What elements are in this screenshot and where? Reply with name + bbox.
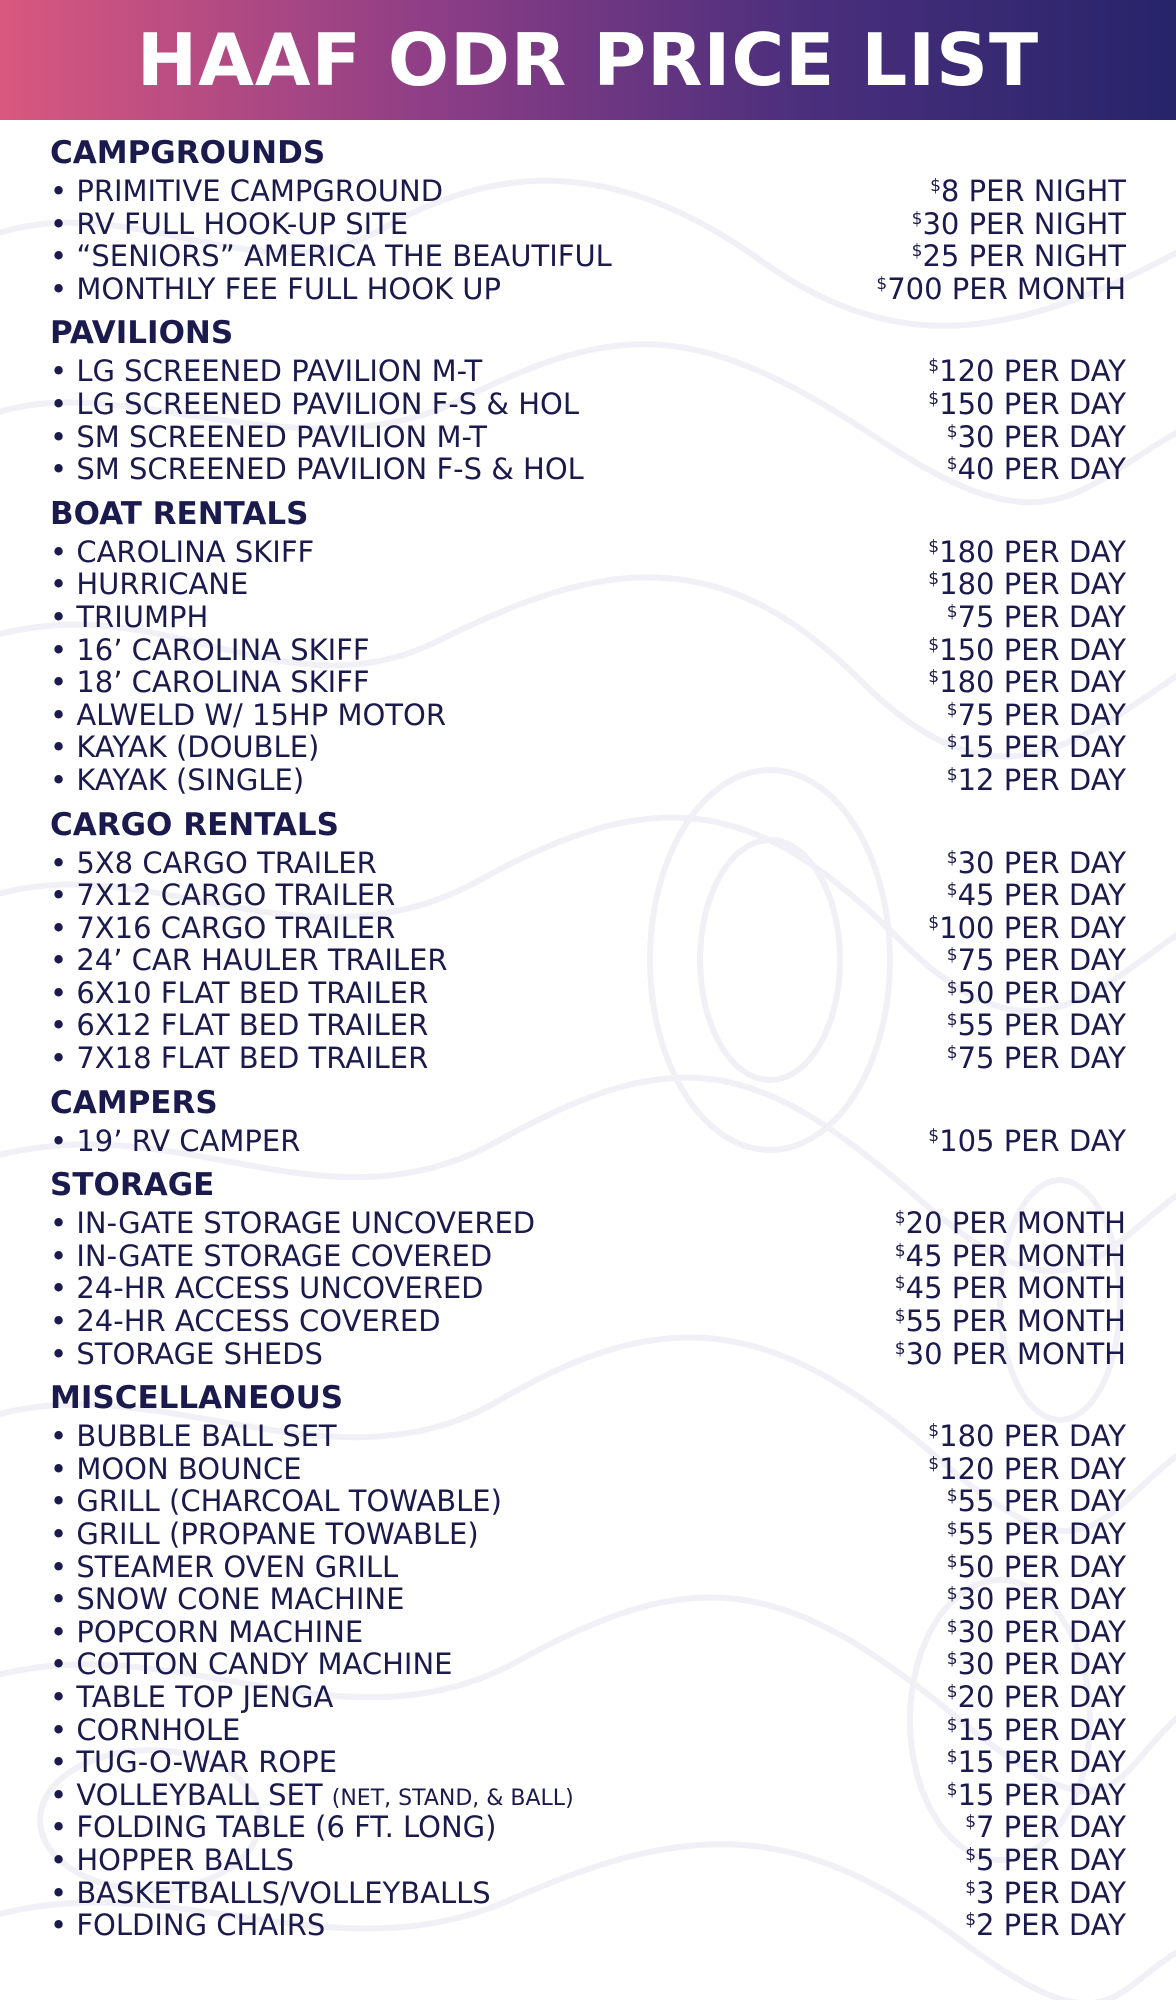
item-note: (NET, STAND, & BALL) bbox=[331, 1785, 574, 1811]
price-row bbox=[50, 842, 1126, 880]
price-amount: 180 PER DAY bbox=[939, 567, 1126, 602]
section-cargo-rentals bbox=[50, 806, 1126, 1076]
item-name-text: IN-GATE STORAGE COVERED bbox=[76, 1238, 493, 1273]
item-name bbox=[50, 1714, 240, 1747]
price-row bbox=[50, 170, 1126, 208]
item-name bbox=[50, 1453, 302, 1486]
dollar-sign: $ bbox=[946, 847, 958, 868]
item-name-text: HOPPER BALLS bbox=[76, 1842, 295, 1877]
price-amount: 30 PER DAY bbox=[957, 1647, 1126, 1682]
item-name-text: ALWELD W/ 15HP MOTOR bbox=[76, 697, 446, 732]
dollar-sign: $ bbox=[946, 1747, 958, 1768]
item-name bbox=[50, 1551, 398, 1584]
dollar-sign: $ bbox=[946, 1043, 958, 1064]
price-row bbox=[50, 563, 1126, 602]
dollar-sign: $ bbox=[946, 1551, 958, 1572]
price-amount: 15 PER DAY bbox=[957, 1712, 1126, 1747]
dollar-sign: $ bbox=[928, 356, 940, 377]
dollar-sign: $ bbox=[894, 1338, 906, 1359]
price-list bbox=[50, 136, 1126, 1953]
dollar-sign: $ bbox=[911, 241, 923, 262]
item-name-text: HURRICANE bbox=[76, 567, 249, 602]
item-name-text: POPCORN MACHINE bbox=[76, 1614, 364, 1649]
price-row bbox=[50, 1037, 1126, 1076]
section-pavilions bbox=[50, 315, 1126, 487]
item-price bbox=[876, 268, 1126, 306]
item-name-text: STEAMER OVEN GRILL bbox=[76, 1549, 399, 1584]
item-name-text: 19’ RV CAMPER bbox=[76, 1123, 301, 1158]
price-row bbox=[50, 1333, 1126, 1371]
dollar-sign: $ bbox=[928, 1421, 940, 1442]
price-amount: 100 PER DAY bbox=[939, 910, 1126, 945]
item-name-text: RV FULL HOOK-UP SITE bbox=[76, 206, 409, 241]
item-name-text: 5X8 CARGO TRAILER bbox=[76, 845, 377, 880]
price-row bbox=[50, 1235, 1126, 1273]
price-row bbox=[50, 874, 1126, 913]
price-amount: 7 PER DAY bbox=[976, 1810, 1126, 1845]
dollar-sign: $ bbox=[965, 1910, 977, 1931]
item-name-text: 6X10 FLAT BED TRAILER bbox=[76, 975, 429, 1010]
item-name bbox=[50, 879, 395, 912]
item-name bbox=[50, 1485, 502, 1518]
item-name bbox=[50, 453, 584, 486]
price-amount: 15 PER DAY bbox=[957, 1777, 1126, 1812]
price-row bbox=[50, 1004, 1126, 1043]
price-amount: 55 PER MONTH bbox=[905, 1304, 1126, 1339]
dollar-sign: $ bbox=[894, 1208, 906, 1229]
item-name bbox=[50, 1616, 363, 1649]
dollar-sign: $ bbox=[946, 1779, 958, 1800]
item-name bbox=[50, 388, 579, 421]
price-row bbox=[50, 1611, 1126, 1649]
section-title: STORAGE bbox=[50, 1167, 215, 1204]
item-name bbox=[50, 421, 487, 454]
item-name-text: 24-HR ACCESS COVERED bbox=[76, 1304, 441, 1339]
dollar-sign: $ bbox=[894, 1273, 906, 1294]
section-storage bbox=[50, 1167, 1126, 1371]
price-row bbox=[50, 629, 1126, 667]
item-name-text: KAYAK (DOUBLE) bbox=[76, 730, 320, 765]
item-name bbox=[50, 912, 395, 945]
section-title: CAMPERS bbox=[50, 1084, 218, 1121]
price-row bbox=[50, 1578, 1126, 1617]
dollar-sign: $ bbox=[928, 634, 940, 655]
price-amount: 75 PER DAY bbox=[957, 599, 1126, 634]
item-name bbox=[50, 1207, 535, 1240]
price-row bbox=[50, 1806, 1126, 1845]
item-name bbox=[50, 601, 208, 634]
dollar-sign: $ bbox=[928, 1453, 940, 1474]
price-amount: 45 PER DAY bbox=[957, 878, 1126, 913]
price-row bbox=[50, 531, 1126, 569]
item-name-text: LG SCREENED PAVILION M-T bbox=[76, 354, 483, 389]
price-row bbox=[50, 1480, 1126, 1519]
item-name-text: GRILL (CHARCOAL TOWABLE) bbox=[76, 1484, 502, 1519]
item-name-text: SNOW CONE MACHINE bbox=[76, 1582, 405, 1617]
price-row bbox=[50, 907, 1126, 945]
section-boat-rentals bbox=[50, 495, 1126, 797]
price-row bbox=[50, 1676, 1126, 1714]
dollar-sign: $ bbox=[930, 176, 941, 196]
item-name-text: IN-GATE STORAGE UNCOVERED bbox=[76, 1206, 536, 1241]
item-name-text: CORNHOLE bbox=[76, 1712, 241, 1747]
price-row bbox=[50, 759, 1126, 797]
price-row bbox=[50, 1546, 1126, 1584]
item-name bbox=[50, 1877, 491, 1910]
item-price bbox=[947, 1037, 1126, 1075]
price-amount: 20 PER DAY bbox=[957, 1679, 1126, 1714]
dollar-sign: $ bbox=[946, 1616, 958, 1637]
dollar-sign: $ bbox=[928, 536, 940, 557]
price-amount: 180 PER DAY bbox=[939, 534, 1126, 569]
price-row bbox=[50, 1202, 1126, 1241]
price-amount: 150 PER DAY bbox=[939, 632, 1126, 667]
price-amount: 180 PER DAY bbox=[939, 665, 1126, 700]
item-name bbox=[50, 666, 370, 699]
dollar-sign: $ bbox=[946, 1584, 958, 1605]
price-row bbox=[50, 1872, 1126, 1910]
price-row bbox=[50, 235, 1126, 274]
item-name-text: SM SCREENED PAVILION M-T bbox=[76, 419, 487, 454]
price-amount: 45 PER MONTH bbox=[905, 1271, 1126, 1306]
price-amount: 30 PER DAY bbox=[957, 1582, 1126, 1617]
price-amount: 30 PER DAY bbox=[957, 419, 1126, 454]
price-amount: 75 PER DAY bbox=[957, 943, 1126, 978]
item-name bbox=[50, 1125, 300, 1158]
item-price bbox=[895, 1333, 1126, 1371]
item-name bbox=[50, 273, 501, 306]
item-name-text: TRIUMPH bbox=[76, 599, 209, 634]
item-name-text: 7X12 CARGO TRAILER bbox=[76, 878, 396, 913]
price-row bbox=[50, 416, 1126, 454]
price-row bbox=[50, 1839, 1126, 1877]
item-name-text: FOLDING TABLE (6 FT. LONG) bbox=[76, 1810, 497, 1845]
item-name-text: VOLLEYBALL SET bbox=[76, 1777, 323, 1812]
price-row bbox=[50, 1774, 1126, 1812]
section-title: BOAT RENTALS bbox=[50, 495, 309, 532]
item-name bbox=[50, 847, 377, 880]
price-amount: 50 PER DAY bbox=[957, 975, 1126, 1010]
price-row bbox=[50, 1643, 1126, 1682]
dollar-sign: $ bbox=[946, 454, 958, 475]
item-name bbox=[50, 175, 443, 208]
dollar-sign: $ bbox=[965, 1877, 977, 1898]
section-miscellaneous bbox=[50, 1380, 1126, 1943]
dollar-sign: $ bbox=[946, 601, 958, 622]
price-row bbox=[50, 726, 1126, 765]
item-name-text: MONTHLY FEE FULL HOOK UP bbox=[76, 271, 502, 306]
item-name-text: BUBBLE BALL SET bbox=[76, 1419, 337, 1454]
price-amount: 30 PER DAY bbox=[957, 845, 1126, 880]
item-name-text: TABLE TOP JENGA bbox=[76, 1679, 334, 1714]
price-amount: 75 PER DAY bbox=[957, 1041, 1126, 1076]
item-name-text: MOON BOUNCE bbox=[76, 1451, 302, 1486]
item-name-text: PRIMITIVE CAMPGROUND bbox=[76, 174, 444, 208]
price-amount: 55 PER DAY bbox=[957, 1008, 1126, 1043]
dollar-sign: $ bbox=[946, 977, 958, 998]
item-name bbox=[50, 731, 319, 764]
price-amount: 5 PER DAY bbox=[976, 1842, 1126, 1877]
item-price bbox=[947, 759, 1126, 797]
dollar-sign: $ bbox=[946, 1519, 958, 1539]
dollar-sign: $ bbox=[946, 764, 958, 785]
dollar-sign: $ bbox=[946, 880, 958, 901]
price-row bbox=[50, 1267, 1126, 1306]
item-name bbox=[50, 208, 408, 241]
item-name bbox=[50, 1420, 337, 1453]
item-name bbox=[50, 1518, 479, 1551]
item-name bbox=[50, 1338, 323, 1371]
item-name-text: “SENIORS” AMERICA THE BEAUTIFUL bbox=[76, 239, 612, 274]
item-name bbox=[50, 1583, 404, 1616]
price-row bbox=[50, 694, 1126, 732]
dollar-sign: $ bbox=[946, 732, 958, 753]
dollar-sign: $ bbox=[946, 699, 958, 720]
price-row bbox=[50, 1741, 1126, 1780]
item-name bbox=[50, 1909, 325, 1942]
price-amount: 15 PER DAY bbox=[957, 730, 1126, 765]
page-title: HAAF ODR PRICE LIST bbox=[136, 18, 1040, 102]
price-amount: 150 PER DAY bbox=[939, 386, 1126, 421]
dollar-sign: $ bbox=[928, 667, 940, 688]
item-name-text: 7X18 FLAT BED TRAILER bbox=[76, 1041, 429, 1076]
dollar-sign: $ bbox=[965, 1812, 977, 1833]
price-row bbox=[50, 383, 1126, 421]
item-name-text: KAYAK (SINGLE) bbox=[76, 762, 305, 797]
item-name bbox=[50, 1844, 294, 1877]
price-amount: 180 PER DAY bbox=[939, 1419, 1126, 1454]
dollar-sign: $ bbox=[946, 945, 958, 966]
dollar-sign: $ bbox=[946, 1681, 958, 1702]
section-title: MISCELLANEOUS bbox=[50, 1380, 344, 1417]
item-name-text: 16’ CAROLINA SKIFF bbox=[76, 632, 370, 667]
price-amount: 30 PER NIGHT bbox=[922, 206, 1126, 241]
item-name-text: CAROLINA SKIFF bbox=[76, 534, 315, 569]
item-name bbox=[50, 1648, 453, 1681]
price-amount: 25 PER NIGHT bbox=[922, 239, 1126, 274]
dollar-sign: $ bbox=[911, 208, 923, 229]
item-name-text: COTTON CANDY MACHINE bbox=[76, 1647, 453, 1682]
price-amount: 12 PER DAY bbox=[957, 762, 1126, 797]
price-row bbox=[50, 1709, 1126, 1747]
dollar-sign: $ bbox=[946, 1486, 958, 1507]
dollar-sign: $ bbox=[894, 1306, 906, 1327]
item-name bbox=[50, 634, 370, 667]
price-row bbox=[50, 448, 1126, 487]
section-title: CARGO RENTALS bbox=[50, 806, 340, 843]
price-amount: 20 PER MONTH bbox=[905, 1206, 1126, 1241]
item-name-text: FOLDING CHAIRS bbox=[76, 1908, 326, 1943]
item-name bbox=[50, 1240, 492, 1273]
item-name-text: 6X12 FLAT BED TRAILER bbox=[76, 1008, 429, 1043]
item-name bbox=[50, 977, 428, 1010]
item-name-text: 24’ CAR HAULER TRAILER bbox=[76, 943, 448, 978]
item-price bbox=[947, 448, 1126, 486]
price-row bbox=[50, 661, 1126, 700]
item-name bbox=[50, 568, 248, 601]
price-amount: 30 PER MONTH bbox=[905, 1336, 1126, 1371]
item-name bbox=[50, 944, 448, 977]
price-row bbox=[50, 939, 1126, 978]
price-amount: 700 PER MONTH bbox=[887, 271, 1126, 306]
item-name-text: STORAGE SHEDS bbox=[76, 1336, 323, 1371]
price-row bbox=[50, 1904, 1126, 1943]
price-row bbox=[50, 1300, 1126, 1339]
item-name bbox=[50, 1042, 428, 1075]
price-amount: 75 PER DAY bbox=[957, 697, 1126, 732]
price-amount: 45 PER MONTH bbox=[905, 1238, 1126, 1273]
price-row bbox=[50, 972, 1126, 1010]
dollar-sign: $ bbox=[928, 1125, 940, 1146]
item-name-text: GRILL (PROPANE TOWABLE) bbox=[76, 1517, 479, 1551]
item-name-text: BASKETBALLS/VOLLEYBALLS bbox=[76, 1875, 491, 1910]
price-amount: 105 PER DAY bbox=[939, 1123, 1126, 1158]
item-name bbox=[50, 355, 482, 388]
item-name bbox=[50, 699, 446, 732]
section-title: CAMPGROUNDS bbox=[50, 135, 326, 171]
item-name bbox=[50, 1305, 441, 1338]
section-title: PAVILIONS bbox=[50, 315, 234, 352]
item-name bbox=[50, 764, 304, 797]
dollar-sign: $ bbox=[928, 912, 940, 933]
item-price bbox=[965, 1904, 1126, 1942]
dollar-sign: $ bbox=[946, 1649, 958, 1670]
price-amount: 15 PER DAY bbox=[957, 1745, 1126, 1780]
price-amount: 55 PER DAY bbox=[957, 1517, 1126, 1551]
price-row bbox=[50, 1513, 1126, 1551]
price-row bbox=[50, 1120, 1126, 1158]
price-amount: 8 PER NIGHT bbox=[940, 174, 1126, 208]
dollar-sign: $ bbox=[928, 569, 940, 590]
price-amount: 50 PER DAY bbox=[957, 1549, 1126, 1584]
price-amount: 120 PER DAY bbox=[939, 1451, 1126, 1486]
dollar-sign: $ bbox=[894, 1240, 906, 1261]
item-name bbox=[50, 536, 314, 569]
header-banner bbox=[0, 0, 1176, 120]
item-name bbox=[50, 1272, 484, 1305]
item-name-text: 7X16 CARGO TRAILER bbox=[76, 910, 396, 945]
section-campgrounds bbox=[50, 135, 1126, 306]
dollar-sign: $ bbox=[946, 421, 958, 442]
dollar-sign: $ bbox=[946, 1714, 958, 1735]
item-name bbox=[50, 1009, 428, 1042]
dollar-sign: $ bbox=[876, 273, 888, 294]
item-name-text: LG SCREENED PAVILION F-S & HOL bbox=[76, 386, 580, 421]
dollar-sign: $ bbox=[928, 388, 940, 409]
item-name-text: TUG-O-WAR ROPE bbox=[76, 1745, 338, 1780]
section-campers bbox=[50, 1084, 1126, 1158]
dollar-sign: $ bbox=[965, 1844, 977, 1865]
price-row bbox=[50, 1415, 1126, 1454]
item-name-text: 24-HR ACCESS UNCOVERED bbox=[76, 1271, 484, 1306]
item-name bbox=[50, 1811, 496, 1844]
item-name bbox=[50, 1746, 337, 1779]
price-amount: 120 PER DAY bbox=[939, 354, 1126, 389]
item-name bbox=[50, 1681, 333, 1714]
item-name-text: 18’ CAROLINA SKIFF bbox=[76, 665, 370, 700]
item-name bbox=[50, 240, 612, 273]
price-amount: 3 PER DAY bbox=[976, 1875, 1126, 1910]
price-amount: 30 PER DAY bbox=[957, 1614, 1126, 1649]
price-row bbox=[50, 350, 1126, 389]
price-amount: 2 PER DAY bbox=[976, 1908, 1126, 1943]
price-amount: 55 PER DAY bbox=[957, 1484, 1126, 1519]
price-row bbox=[50, 1448, 1126, 1486]
price-amount: 40 PER DAY bbox=[957, 452, 1126, 487]
price-row bbox=[50, 203, 1126, 241]
item-price bbox=[928, 1120, 1126, 1158]
dollar-sign: $ bbox=[946, 1010, 958, 1031]
item-name-text: SM SCREENED PAVILION F-S & HOL bbox=[76, 452, 584, 487]
